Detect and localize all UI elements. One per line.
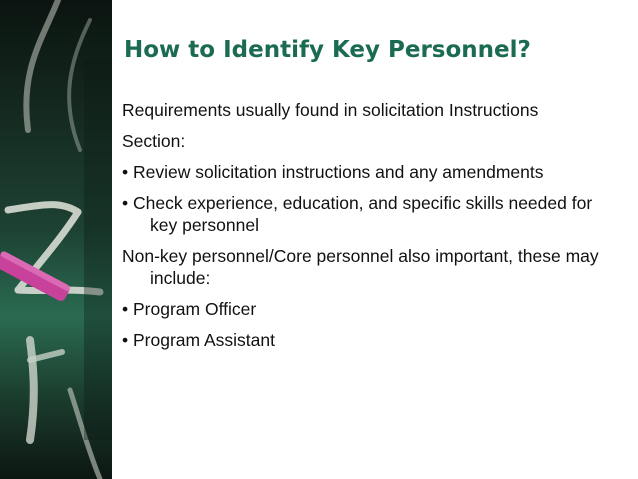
slide-body — [122, 99, 622, 360]
bullet-item: • Program Officer — [122, 299, 257, 319]
chalkboard-illustration — [0, 0, 112, 479]
bullet-item: • Check experience, education, and specific skills needed for key personnel — [122, 193, 593, 235]
body-paragraph: Section: — [122, 131, 186, 151]
body-paragraph: Non-key personnel/Core personnel also important, these may include: — [122, 246, 599, 288]
bullet-item: • Program Assistant — [122, 330, 275, 350]
slide-title: How to Identify Key Personnel? — [124, 37, 531, 63]
body-paragraph: Requirements usually found in solicitation Instructions — [122, 100, 539, 120]
bullet-item: • Review solicitation instructions and any amendments — [122, 162, 544, 182]
chalkboard-side-image — [0, 0, 112, 479]
